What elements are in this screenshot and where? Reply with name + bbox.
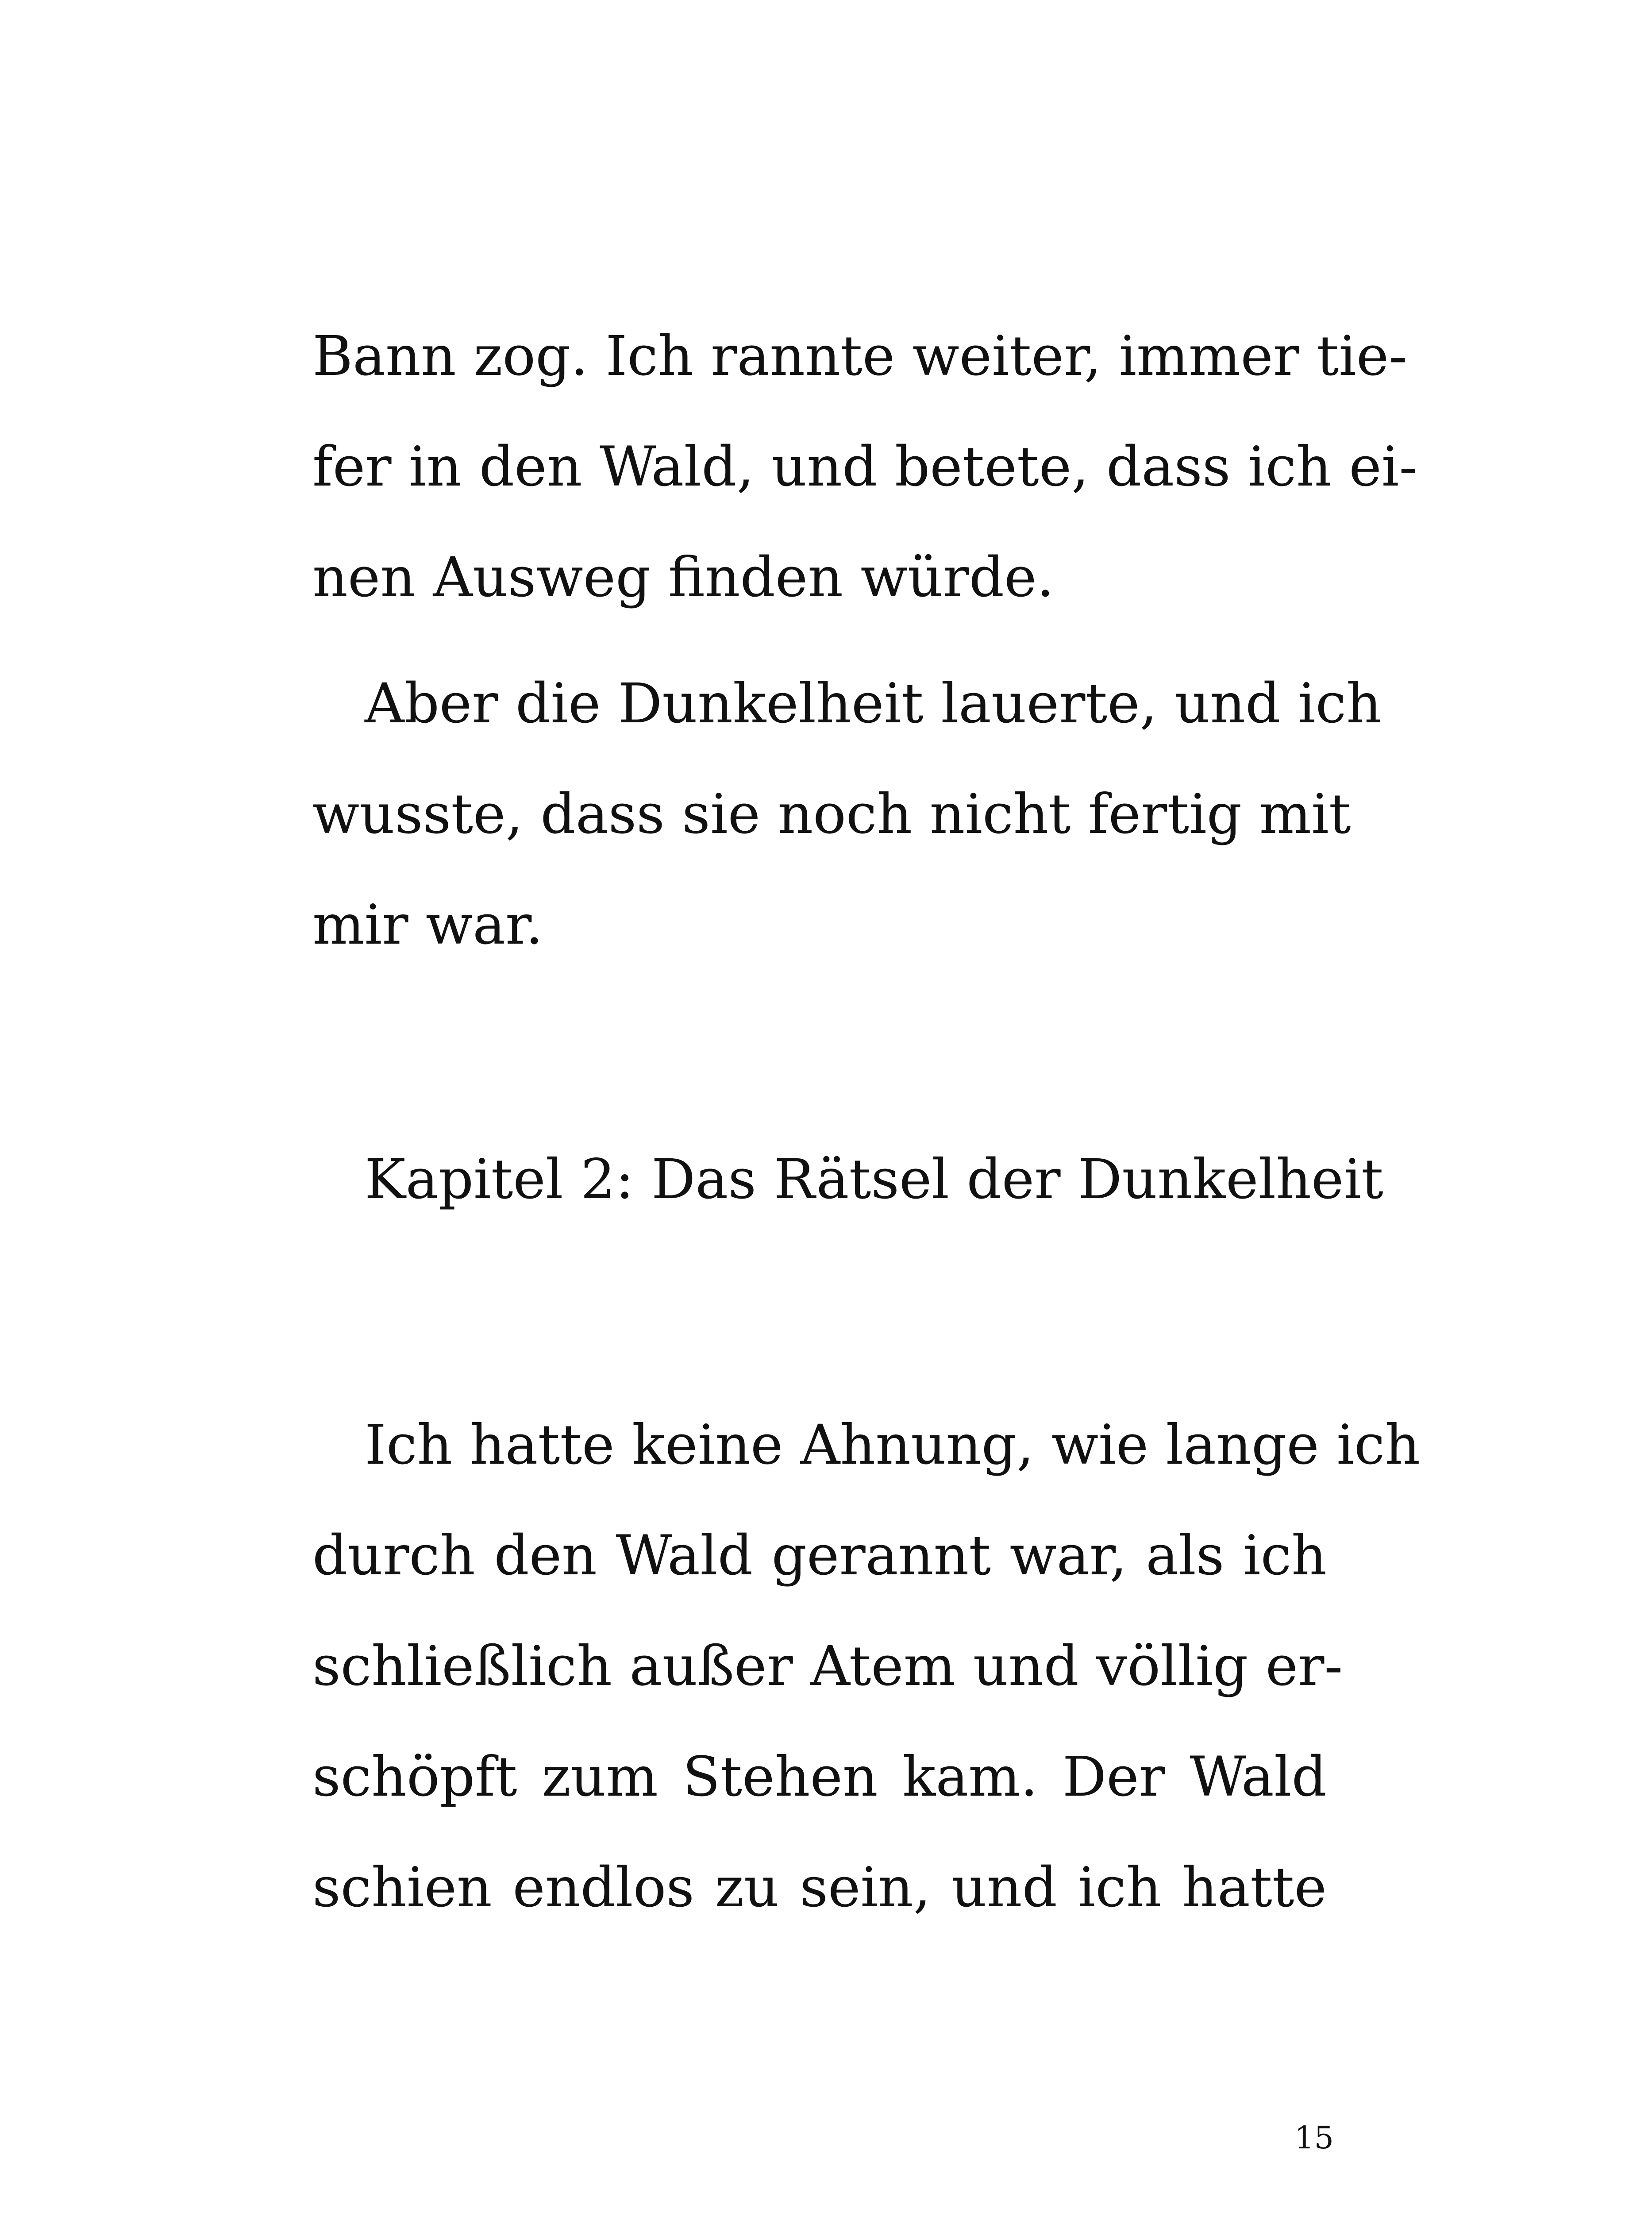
- paragraph-3-line-2: durch den Wald gerannt war, als ich: [312, 1524, 1327, 1588]
- paragraph-3-line-3: schließlich außer Atem und völlig er-: [312, 1635, 1343, 1698]
- paragraph-2: [312, 648, 1382, 980]
- paragraph-1-line-2: fer in den Wald, und betete, dass ich ei-: [312, 435, 1418, 499]
- page-number: 15: [1294, 2120, 1334, 2156]
- paragraph-2-line-3: mir war.: [312, 893, 543, 957]
- paragraph-3: [312, 1390, 1421, 1943]
- paragraph-2-line-1: Aber die Dunkelheit lauerte, und ich: [365, 672, 1382, 736]
- paragraph-1: [312, 301, 1418, 633]
- paragraph-3-line-4: schöpft zum Stehen kam. Der Wald: [312, 1745, 1327, 1809]
- paragraph-3-line-1: Ich hatte keine Ahnung, wie lange ich: [365, 1413, 1421, 1477]
- paragraph-1-line-3: nen Ausweg finden würde.: [312, 546, 1054, 609]
- paragraph-1-line-1: Bann zog. Ich rannte weiter, immer tie-: [312, 324, 1408, 388]
- paragraph-2-line-2: wusste, dass sie noch nicht fertig mit: [312, 783, 1351, 846]
- paragraph-3-line-5: schien endlos zu sein, und ich hatte: [312, 1856, 1327, 1920]
- chapter-heading: Kapitel 2: Das Rätsel der Dunkelheit: [365, 1148, 1383, 1211]
